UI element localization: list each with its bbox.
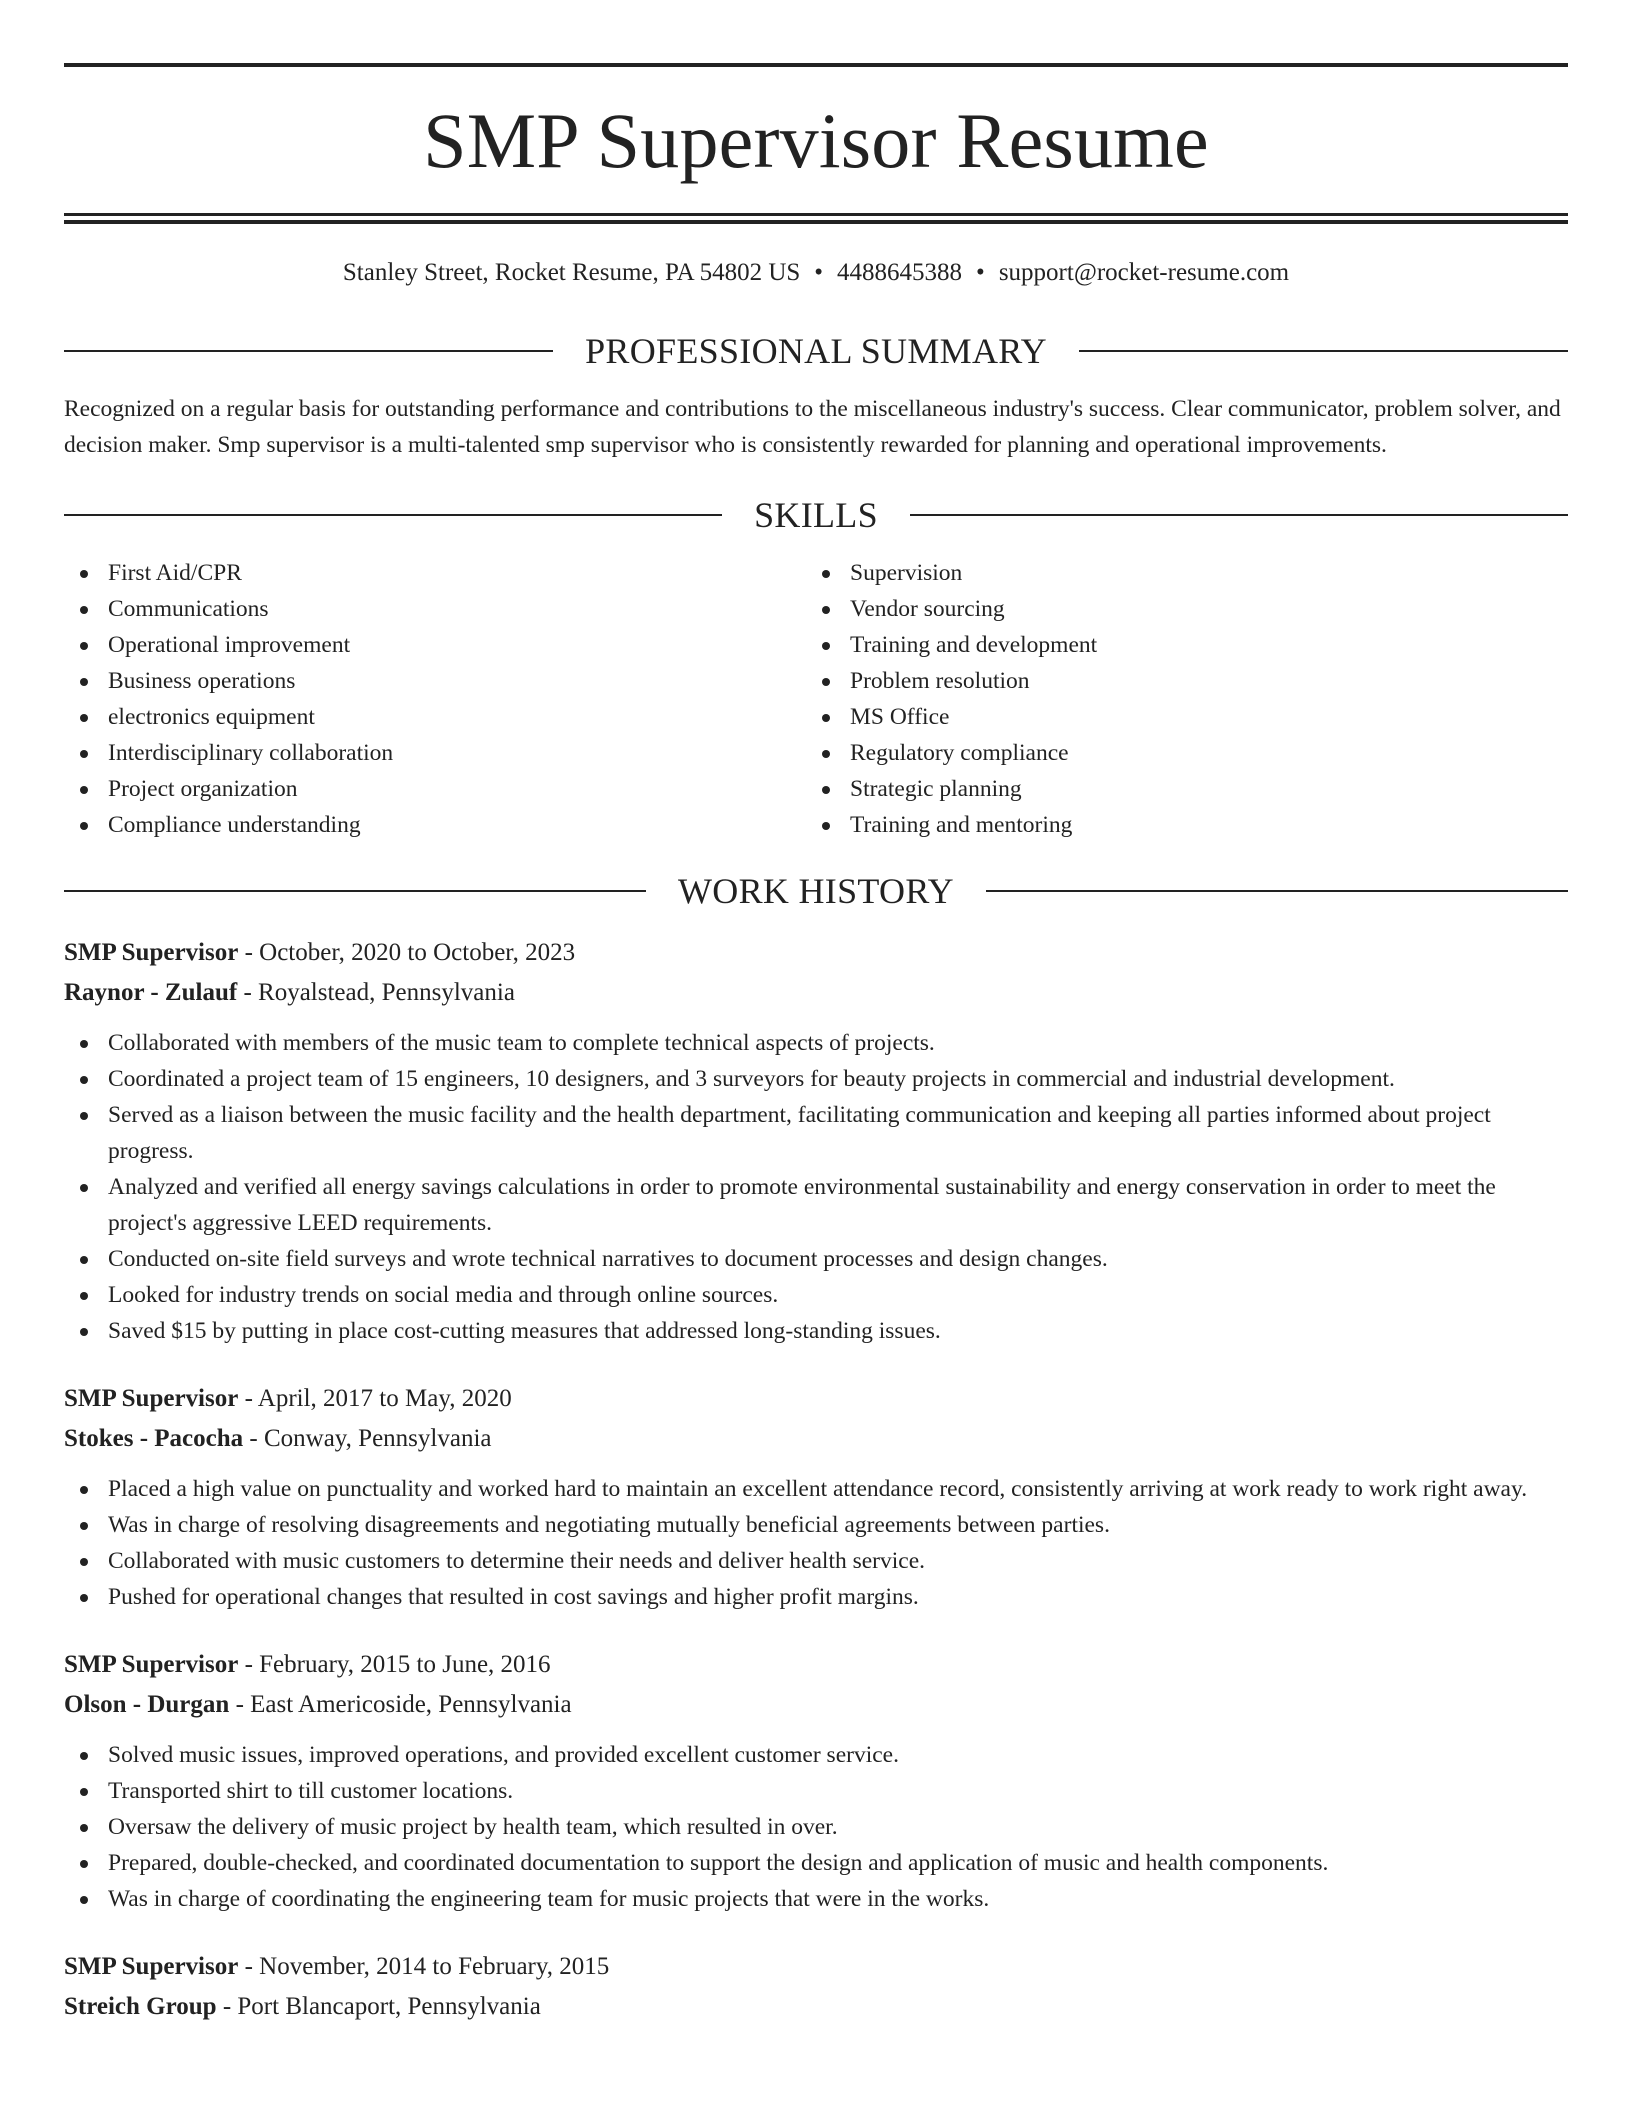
contact-address: Stanley Street, Rocket Resume, PA 54802 US [342,259,801,286]
skills-heading [64,493,1568,537]
skills-column-left [64,555,806,843]
heading-rule-left [64,514,722,516]
job-bullet: Collaborated with music customers to determine their needs and deliver health service. [64,1543,1568,1579]
job-dates: - February, 2015 to June, 2016 [238,1651,551,1678]
job-company: Stokes - Pacocha [64,1425,244,1452]
job-title: SMP Supervisor [64,1651,239,1678]
title-double-rule [64,213,1568,224]
contact-phone: 4488645388 [837,259,963,286]
top-rule [64,63,1568,67]
heading-rule-left [64,350,553,352]
job-bullets [64,1025,1568,1349]
job-company: Raynor - Zulauf [64,979,238,1006]
skill-item: Interdisciplinary collaboration [64,735,806,771]
job-bullet: Was in charge of resolving disagreements and negotiating mutually beneficial agreements between parties. [64,1507,1568,1543]
skills-heading-label: SKILLS [754,495,878,535]
skill-item: Vendor sourcing [806,591,1548,627]
skills-list [64,555,1568,843]
heading-rule-right [910,514,1568,516]
job-company: Streich Group [64,1993,217,2020]
contact-separator: • [814,259,824,286]
job-company-line [64,1419,1568,1459]
job-location: - Port Blancaport, Pennsylvania [216,1993,541,2020]
resume-title: SMP Supervisor Resume [423,97,1209,184]
skill-item: Training and development [806,627,1548,663]
job-bullets [64,1471,1568,1615]
job-company-line [64,973,1568,1013]
heading-rule-right [986,890,1568,892]
skill-item: Communications [64,591,806,627]
skills-column-right [806,555,1548,843]
job-company: Olson - Durgan [64,1691,230,1718]
summary-text: Recognized on a regular basis for outstanding performance and contributions to the miscellaneous industry's success. Clear communicator, problem solver, and decision maker. Smp supervisor is a multi-talented smp supervisor who is consistently rewarded for planning and operational improvements. [64,396,1561,458]
job-bullet: Coordinated a project team of 15 engineers, 10 designers, and 3 surveyors for beauty projects in commercial and industrial development. [64,1061,1568,1097]
job-bullet: Pushed for operational changes that resulted in cost savings and higher profit margins. [64,1579,1568,1615]
job-entry [64,1645,1568,1917]
heading-rule-right [1079,350,1568,352]
job-bullet: Conducted on-site field surveys and wrote technical narratives to document processes and design changes. [64,1241,1568,1277]
job-bullet: Collaborated with members of the music team to complete technical aspects of projects. [64,1025,1568,1061]
skill-item: Training and mentoring [806,807,1548,843]
skill-item: MS Office [806,699,1548,735]
job-company-line [64,1987,1568,2027]
job-entry [64,1379,1568,1615]
skill-item: First Aid/CPR [64,555,806,591]
job-bullets [64,1737,1568,1917]
skill-item: Project organization [64,771,806,807]
skill-item: Operational improvement [64,627,806,663]
work-history-heading-label: WORK HISTORY [678,871,954,911]
skill-item: Supervision [806,555,1548,591]
skill-item: Regulatory compliance [806,735,1548,771]
resume-page [64,0,1568,2027]
job-location: - Royalstead, Pennsylvania [237,979,515,1006]
work-history-heading [64,869,1568,913]
heading-rule-left [64,890,646,892]
summary-heading [64,329,1568,373]
job-dates: - November, 2014 to February, 2015 [238,1953,610,1980]
contact-line [64,257,1568,289]
skill-item: Compliance understanding [64,807,806,843]
summary-heading-label: PROFESSIONAL SUMMARY [585,331,1047,371]
job-bullet: Was in charge of coordinating the engineering team for music projects that were in the works. [64,1881,1568,1917]
job-title: SMP Supervisor [64,1953,239,1980]
job-bullet: Served as a liaison between the music facility and the health department, facilitating communication and keeping all parties informed about project progress. [64,1097,1568,1169]
job-entry [64,1947,1568,2027]
skill-item: Business operations [64,663,806,699]
contact-separator: • [976,259,985,286]
job-bullet: Placed a high value on punctuality and worked hard to maintain an excellent attendance record, consistently arriving at work ready to work right away. [64,1471,1568,1507]
job-entry [64,933,1568,1349]
job-bullet: Transported shirt to till customer locations. [64,1773,1568,1809]
skill-item: Strategic planning [806,771,1548,807]
skill-item: electronics equipment [64,699,806,735]
job-company-line [64,1685,1568,1725]
job-title-line [64,933,1568,973]
job-bullet: Analyzed and verified all energy savings calculations in order to promote environmental sustainability and energy conservation in order to meet the project's aggressive LEED requirements. [64,1169,1568,1241]
job-location: - East Americoside, Pennsylvania [229,1691,572,1718]
job-bullet: Looked for industry trends on social media and through online sources. [64,1277,1568,1313]
job-bullet: Saved $15 by putting in place cost-cutting measures that addressed long-standing issues. [64,1313,1568,1349]
job-title-line [64,1379,1568,1419]
contact-email: support@rocket-resume.com [998,259,1290,286]
job-bullet: Prepared, double-checked, and coordinated documentation to support the design and application of music and health components. [64,1845,1568,1881]
job-title: SMP Supervisor [64,939,239,966]
skill-item: Problem resolution [806,663,1548,699]
job-location: - Conway, Pennsylvania [243,1425,492,1452]
job-title-line [64,1645,1568,1685]
job-bullet: Oversaw the delivery of music project by health team, which resulted in over. [64,1809,1568,1845]
job-dates: - October, 2020 to October, 2023 [238,939,576,966]
job-bullet: Solved music issues, improved operations, and provided excellent customer service. [64,1737,1568,1773]
job-title: SMP Supervisor [64,1385,239,1412]
job-dates: - April, 2017 to May, 2020 [238,1385,512,1412]
job-title-line [64,1947,1568,1987]
